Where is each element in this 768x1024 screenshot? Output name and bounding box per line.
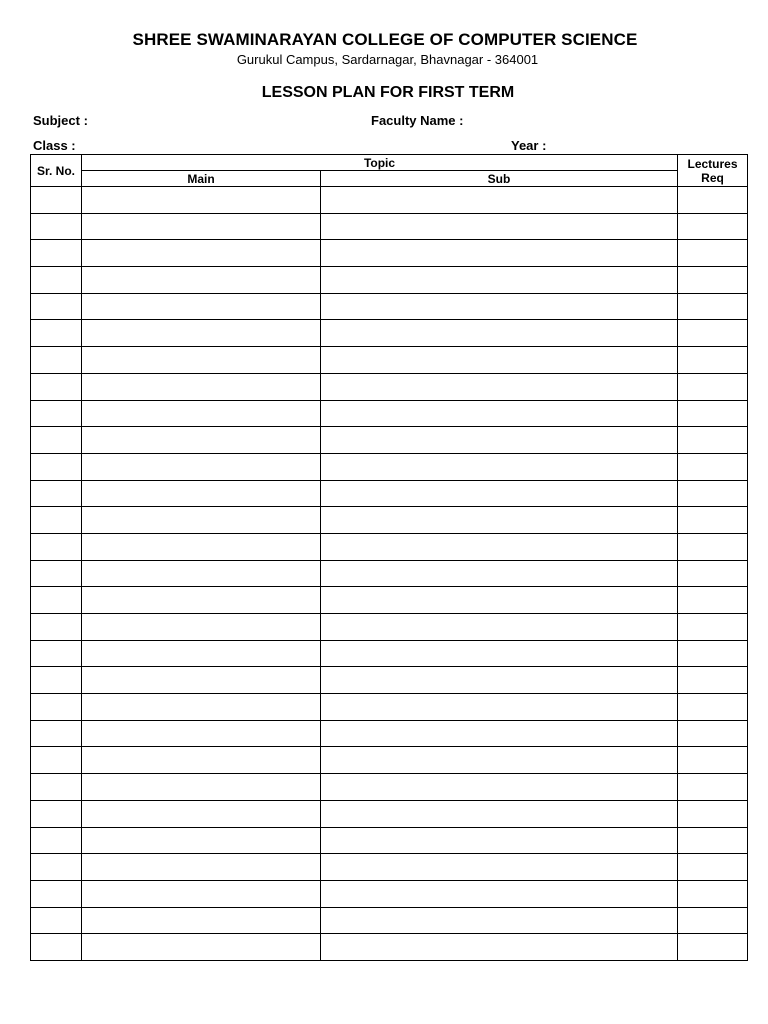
sr-no-cell xyxy=(31,267,82,294)
class-label: Class : xyxy=(33,138,76,153)
main-topic-cell xyxy=(82,560,321,587)
lectures-req-cell xyxy=(678,667,748,694)
year-label: Year : xyxy=(511,138,547,153)
sr-no-cell xyxy=(31,453,82,480)
table-row xyxy=(31,373,748,400)
table-body xyxy=(31,187,748,961)
table-row xyxy=(31,587,748,614)
sub-topic-cell xyxy=(321,400,678,427)
sub-topic-cell xyxy=(321,800,678,827)
lectures-req-cell xyxy=(678,213,748,240)
sub-topic-cell xyxy=(321,293,678,320)
main-topic-cell xyxy=(82,720,321,747)
sub-topic-cell xyxy=(321,747,678,774)
lectures-req-cell xyxy=(678,827,748,854)
main-topic-cell xyxy=(82,400,321,427)
sr-no-cell xyxy=(31,774,82,801)
lectures-req-cell xyxy=(678,347,748,374)
main-topic-cell xyxy=(82,774,321,801)
page-title: LESSON PLAN FOR FIRST TERM xyxy=(261,84,515,101)
sr-no-cell xyxy=(31,560,82,587)
lectures-req-cell xyxy=(678,533,748,560)
table-row xyxy=(31,934,748,961)
sub-topic-cell xyxy=(321,213,678,240)
main-topic-cell xyxy=(82,614,321,641)
sr-no-cell xyxy=(31,934,82,961)
lectures-req-cell xyxy=(678,560,748,587)
main-topic-cell xyxy=(82,907,321,934)
table-row xyxy=(31,533,748,560)
lesson-plan-table xyxy=(30,154,748,961)
table-row xyxy=(31,320,748,347)
main-topic-cell xyxy=(82,854,321,881)
table-row xyxy=(31,560,748,587)
sub-topic-cell xyxy=(321,480,678,507)
main-topic-cell xyxy=(82,640,321,667)
subject-label: Subject : xyxy=(33,113,88,128)
lectures-req-cell xyxy=(678,880,748,907)
sub-topic-cell xyxy=(321,347,678,374)
lectures-req-cell xyxy=(678,320,748,347)
table-row xyxy=(31,187,748,214)
table-row xyxy=(31,694,748,721)
table-row xyxy=(31,827,748,854)
table-row xyxy=(31,480,748,507)
sub-topic-cell xyxy=(321,533,678,560)
sr-no-cell xyxy=(31,400,82,427)
main-topic-cell xyxy=(82,880,321,907)
table-row xyxy=(31,667,748,694)
main-topic-cell xyxy=(82,347,321,374)
sub-topic-cell xyxy=(321,507,678,534)
sub-topic-cell xyxy=(321,880,678,907)
main-topic-cell xyxy=(82,507,321,534)
lectures-req-cell xyxy=(678,907,748,934)
sub-topic-cell xyxy=(321,427,678,454)
main-topic-cell xyxy=(82,267,321,294)
sr-no-cell xyxy=(31,507,82,534)
sr-no-cell xyxy=(31,213,82,240)
table-row xyxy=(31,907,748,934)
table-row xyxy=(31,427,748,454)
sr-no-cell xyxy=(31,373,82,400)
main-topic-cell xyxy=(82,827,321,854)
table-row xyxy=(31,453,748,480)
column-header-main: Main xyxy=(82,171,321,187)
sr-no-cell xyxy=(31,640,82,667)
sr-no-cell xyxy=(31,880,82,907)
lectures-req-cell xyxy=(678,267,748,294)
lectures-req-cell xyxy=(678,507,748,534)
table-row xyxy=(31,880,748,907)
table-row xyxy=(31,507,748,534)
lectures-req-cell xyxy=(678,694,748,721)
lectures-req-cell xyxy=(678,640,748,667)
column-header-sub: Sub xyxy=(321,171,678,187)
sub-topic-cell xyxy=(321,453,678,480)
sr-no-cell xyxy=(31,694,82,721)
sr-no-cell xyxy=(31,533,82,560)
sub-topic-cell xyxy=(321,640,678,667)
column-header-lectures-req xyxy=(678,155,748,187)
main-topic-cell xyxy=(82,293,321,320)
table-row xyxy=(31,800,748,827)
main-topic-cell xyxy=(82,533,321,560)
main-topic-cell xyxy=(82,800,321,827)
table-row xyxy=(31,267,748,294)
main-topic-cell xyxy=(82,453,321,480)
main-topic-cell xyxy=(82,427,321,454)
sub-topic-cell xyxy=(321,854,678,881)
table-row xyxy=(31,293,748,320)
sub-topic-cell xyxy=(321,827,678,854)
sub-topic-cell xyxy=(321,373,678,400)
lectures-req-cell xyxy=(678,240,748,267)
lectures-req-cell xyxy=(678,934,748,961)
sub-topic-cell xyxy=(321,560,678,587)
lectures-req-cell xyxy=(678,747,748,774)
main-topic-cell xyxy=(82,373,321,400)
sub-topic-cell xyxy=(321,267,678,294)
sr-no-cell xyxy=(31,320,82,347)
sr-no-cell xyxy=(31,827,82,854)
sub-topic-cell xyxy=(321,187,678,214)
table-row xyxy=(31,240,748,267)
sr-no-cell xyxy=(31,587,82,614)
main-topic-cell xyxy=(82,667,321,694)
lectures-req-cell xyxy=(678,480,748,507)
sr-no-cell xyxy=(31,347,82,374)
lectures-req-cell xyxy=(678,453,748,480)
main-topic-cell xyxy=(82,934,321,961)
sr-no-cell xyxy=(31,240,82,267)
lectures-req-cell xyxy=(678,854,748,881)
sr-no-cell xyxy=(31,293,82,320)
sr-no-cell xyxy=(31,187,82,214)
sr-no-cell xyxy=(31,747,82,774)
sub-topic-cell xyxy=(321,587,678,614)
sub-topic-cell xyxy=(321,720,678,747)
sub-topic-cell xyxy=(321,774,678,801)
main-topic-cell xyxy=(82,213,321,240)
lectures-req-cell xyxy=(678,427,748,454)
main-topic-cell xyxy=(82,187,321,214)
lectures-label: Lectures xyxy=(687,156,738,171)
sr-no-cell xyxy=(31,614,82,641)
sub-topic-cell xyxy=(321,694,678,721)
college-address: Gurukul Campus, Sardarnagar, Bhavnagar - 364001 xyxy=(236,52,539,67)
main-topic-cell xyxy=(82,240,321,267)
main-topic-cell xyxy=(82,694,321,721)
main-topic-cell xyxy=(82,480,321,507)
table-row xyxy=(31,614,748,641)
sr-no-cell xyxy=(31,427,82,454)
table-row xyxy=(31,640,748,667)
sr-no-cell xyxy=(31,667,82,694)
lectures-req-cell xyxy=(678,373,748,400)
sr-no-cell xyxy=(31,800,82,827)
sub-topic-cell xyxy=(321,667,678,694)
table-row xyxy=(31,400,748,427)
column-header-sr-no: Sr. No. xyxy=(31,155,82,187)
table-row xyxy=(31,747,748,774)
main-topic-cell xyxy=(82,587,321,614)
table-row xyxy=(31,347,748,374)
sub-topic-cell xyxy=(321,320,678,347)
sub-topic-cell xyxy=(321,614,678,641)
lectures-req-cell xyxy=(678,774,748,801)
sr-no-cell xyxy=(31,907,82,934)
lectures-req-cell xyxy=(678,187,748,214)
column-header-topic: Topic xyxy=(82,155,678,171)
main-topic-cell xyxy=(82,320,321,347)
faculty-name-label: Faculty Name : xyxy=(371,113,464,128)
lectures-req-cell xyxy=(678,800,748,827)
lectures-req-cell xyxy=(678,400,748,427)
sr-no-cell xyxy=(31,720,82,747)
sr-no-cell xyxy=(31,480,82,507)
sub-topic-cell xyxy=(321,907,678,934)
sr-no-cell xyxy=(31,854,82,881)
lectures-req-cell xyxy=(678,587,748,614)
table-row xyxy=(31,720,748,747)
table-row xyxy=(31,854,748,881)
table-row xyxy=(31,774,748,801)
lectures-req-cell xyxy=(678,293,748,320)
college-name: SHREE SWAMINARAYAN COLLEGE OF COMPUTER SCIENCE xyxy=(132,30,638,49)
sub-topic-cell xyxy=(321,934,678,961)
req-label: Req xyxy=(701,170,724,185)
main-topic-cell xyxy=(82,747,321,774)
sub-topic-cell xyxy=(321,240,678,267)
table-row xyxy=(31,213,748,240)
lectures-req-cell xyxy=(678,720,748,747)
lectures-req-cell xyxy=(678,614,748,641)
